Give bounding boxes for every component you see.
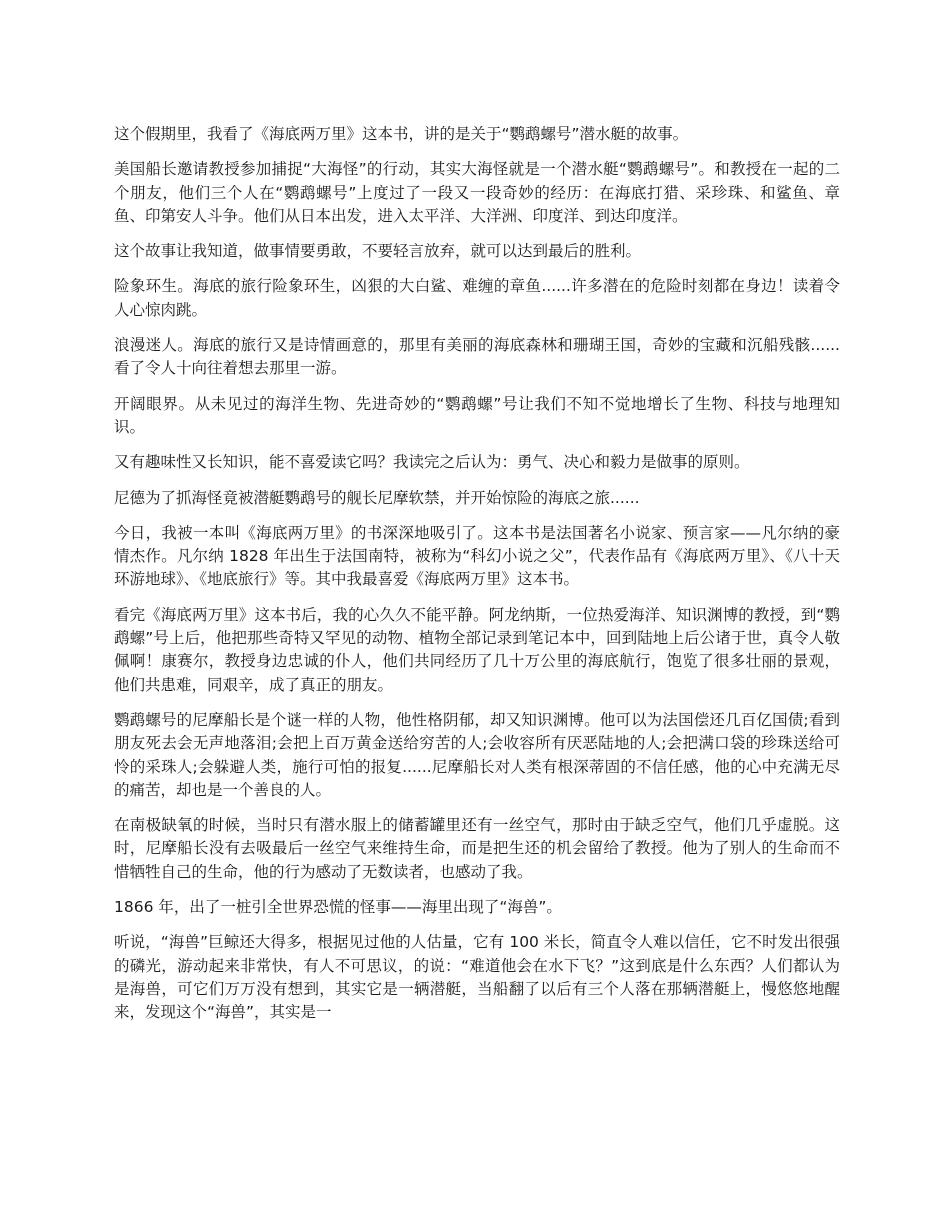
paragraph-6: 开阔眼界。从未见过的海洋生物、先进奇妙的“鹦鹉螺”号让我们不知不觉地增长了生物、科技与地理知识。 — [114, 394, 840, 436]
paragraph-7: 又有趣味性又长知识，能不喜爱读它吗？我读完之后认为：勇气、决心和毅力是做事的原则。 — [114, 453, 750, 472]
paragraph-3: 这个故事让我知道，做事情要勇敢，不要轻言放弃，就可以达到最后的胜利。 — [114, 242, 642, 261]
paragraph-13: 1866 年，出了一桩引全世界恐慌的怪事——海里出现了“海兽”。 — [114, 898, 562, 917]
paragraph-14: 听说，“海兽”巨鲸还大得多，根据见过他的人估量，它有 100 米长，简直令人难以信任，它不时发出很强的磷光，游动起来非常快，有人不可思议，的说：“难道他会在水下飞？”这到底是什么东西？人们都认为是海兽，可它们万万没有想到，其实它是一辆潜艇，当船翻了以后有三个人落在那辆潜艇上，慢悠悠地醒来，发现这个“海兽”，其实是一 — [114, 933, 840, 1022]
paragraph-1: 这个假期里，我看了《海底两万里》这本书，讲的是关于“鹦鹉螺号”潜水艇的故事。 — [114, 125, 689, 143]
document-body — [114, 123, 840, 1037]
paragraph-2: 美国船长邀请教授参加捕捉“大海怪”的行动，其实大海怪就是一个潜水艇“鹦鹉螺号”。和教授在一起的二个朋友，他们三个人在“鹦鹉螺号”上度过了一段又一段奇妙的经历：在海底打猎、采珍珠、和鲨鱼、章鱼、印第安人斗争。他们从日本出发，进入太平洋、大洋洲、印度洋、到达印度洋。 — [114, 160, 840, 225]
paragraph-11: 鹦鹉螺号的尼摩船长是个谜一样的人物，他性格阴郁，却又知识渊博。他可以为法国偿还几百亿国债;看到朋友死去会无声地落泪;会把上百万黄金送给穷苦的人;会收容所有厌恶陆地的人;会把满口袋的珍珠送给可怜的采珠人;会躲避人类，施行可怕的报复......尼摩船长对人类有根深蒂固的不信任感，他的心中充满无尽的痛苦，却也是一个善良的人。 — [114, 710, 840, 799]
paragraph-4: 险象环生。海底的旅行险象环生，凶狠的大白鲨、难缠的章鱼......许多潜在的危险时刻都在身边！读着令人心惊肉跳。 — [114, 277, 840, 319]
paragraph-5: 浪漫迷人。海底的旅行又是诗情画意的，那里有美丽的海底森林和珊瑚王国，奇妙的宝藏和沉船残骸......看了令人十向往着想去那里一游。 — [114, 336, 840, 378]
paragraph-9: 今日，我被一本叫《海底两万里》的书深深地吸引了。这本书是法国著名小说家、预言家——凡尔纳的豪情杰作。凡尔纳 1828 年出生于法国南特，被称为“科幻小说之父”，代表作品有《海底两万里》、《八十天环游地球》、《地底旅行》等。其中我最喜爱《海底两万里》这本书。 — [114, 523, 840, 589]
paragraph-12: 在南极缺氧的时候，当时只有潜水服上的储蓄罐里还有一丝空气，那时由于缺乏空气，他们几乎虚脱。这时，尼摩船长没有去吸最后一丝空气来维持生命，而是把生还的机会留给了教授。他为了别人的生命而不惜牺牲自己的生命，他的行为感动了无数读者，也感动了我。 — [114, 816, 840, 881]
paragraph-10: 看完《海底两万里》这本书后，我的心久久不能平静。阿龙纳斯，一位热爱海洋、知识渊博的教授，到“鹦鹉螺”号上后，他把那些奇特又罕见的动物、植物全部记录到笔记本中，回到陆地上后公诸于世，真令人敬佩啊！康赛尔，教授身边忠诚的仆人，他们共同经历了几十万公里的海底航行，饱览了很多壮丽的景观，他们共患难，同艰辛，成了真正的朋友。 — [114, 605, 840, 694]
paragraph-8: 尼德为了抓海怪竟被潜艇鹦鹉号的舰长尼摩软禁，并开始惊险的海底之旅...... — [114, 488, 640, 507]
